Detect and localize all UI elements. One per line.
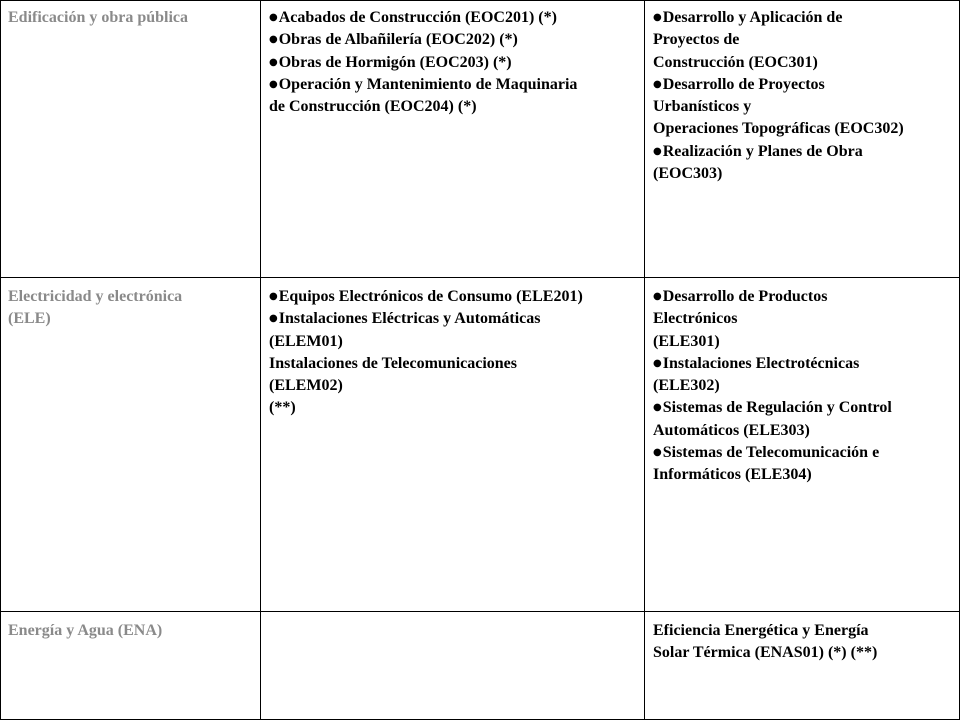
bullet-icon: ● xyxy=(653,78,662,90)
list-item: ●Desarrollo de Productos xyxy=(653,288,828,305)
column-divider-2 xyxy=(644,0,645,720)
list-item-continuation: Construcción (EOC301) xyxy=(653,53,818,71)
bullet-icon: ● xyxy=(653,447,662,459)
bullet-icon: ● xyxy=(653,12,662,23)
list-item: Eficiencia Energética y Energía xyxy=(653,622,869,639)
category-label: Electricidad y electrónica xyxy=(8,288,183,305)
list-item-continuation: de Construcción (EOC204) (*) xyxy=(269,98,477,116)
bullet-icon: ● xyxy=(269,34,278,46)
list-item-continuation: (ELE302) xyxy=(653,377,720,395)
bullet-icon: ● xyxy=(653,402,662,414)
list-item-continuation: Informáticos (ELE304) xyxy=(653,466,812,484)
list-item-continuation: Automáticos (ELE303) xyxy=(653,421,810,439)
list-item: ●Desarrollo y Aplicación de xyxy=(653,9,843,26)
category-label: Energía y Agua (ENA) xyxy=(8,622,163,639)
row-2-category xyxy=(8,286,182,331)
list-item-continuation: Urbanísticos y xyxy=(653,98,752,116)
row-1-category xyxy=(8,7,188,29)
list-item-continuation: Electrónicos xyxy=(653,310,738,328)
row-1-level2 xyxy=(269,7,577,118)
list-item: ●Obras de Hormigón (EOC203) (*) xyxy=(269,53,512,71)
list-item: ●Equipos Electrónicos de Consumo (ELE201) xyxy=(269,288,583,305)
list-item: ●Operación y Mantenimiento de Maquinaria xyxy=(269,75,578,93)
row-2-level2 xyxy=(269,286,583,420)
table-border-left xyxy=(0,0,1,720)
list-item-continuation: Instalaciones de Telecomunicaciones xyxy=(269,354,518,372)
list-item: ●Obras de Albañilería (EOC202) (*) xyxy=(269,31,518,49)
list-item-continuation: Proyectos de xyxy=(653,31,740,49)
row-3-level3 xyxy=(653,620,877,665)
list-item-continuation: (ELE301) xyxy=(653,332,720,350)
bullet-icon: ● xyxy=(269,56,278,68)
bullet-icon: ● xyxy=(269,291,278,302)
column-divider-1 xyxy=(260,0,261,720)
category-label: Edificación y obra pública xyxy=(8,9,189,26)
row-3-category xyxy=(8,620,162,642)
list-item: ●Realización y Planes de Obra xyxy=(653,142,863,160)
row-divider-2 xyxy=(0,611,960,612)
list-item: ●Sistemas de Regulación y Control xyxy=(653,399,892,417)
list-item-continuation: Solar Térmica (ENAS01) (*) (**) xyxy=(653,644,878,662)
list-item-continuation: (ELEM01) xyxy=(269,332,343,350)
list-item-continuation: (EOC303) xyxy=(653,165,723,183)
list-item-continuation: (ELEM02) xyxy=(269,377,343,395)
bullet-icon: ● xyxy=(269,313,278,325)
list-item: ●Instalaciones Electrotécnicas xyxy=(653,354,860,372)
category-label: (ELE) xyxy=(8,310,51,328)
list-item: ●Desarrollo de Proyectos xyxy=(653,75,825,93)
list-item-continuation: Operaciones Topográficas (EOC302) xyxy=(653,120,904,138)
bullet-icon: ● xyxy=(269,78,278,90)
row-1-level3 xyxy=(653,7,904,185)
list-item: ●Instalaciones Eléctricas y Automáticas xyxy=(269,310,541,328)
bullet-icon: ● xyxy=(653,357,662,369)
bullet-icon: ● xyxy=(653,291,662,302)
list-item: ●Sistemas de Telecomunicación e xyxy=(653,444,880,462)
bullet-icon: ● xyxy=(269,12,278,23)
row-divider-1 xyxy=(0,277,960,278)
list-item-continuation: (**) xyxy=(269,399,296,417)
table-border-top xyxy=(0,0,960,1)
list-item: ●Acabados de Construcción (EOC201) (*) xyxy=(269,9,557,26)
bullet-icon: ● xyxy=(653,145,662,157)
row-2-level3 xyxy=(653,286,892,487)
